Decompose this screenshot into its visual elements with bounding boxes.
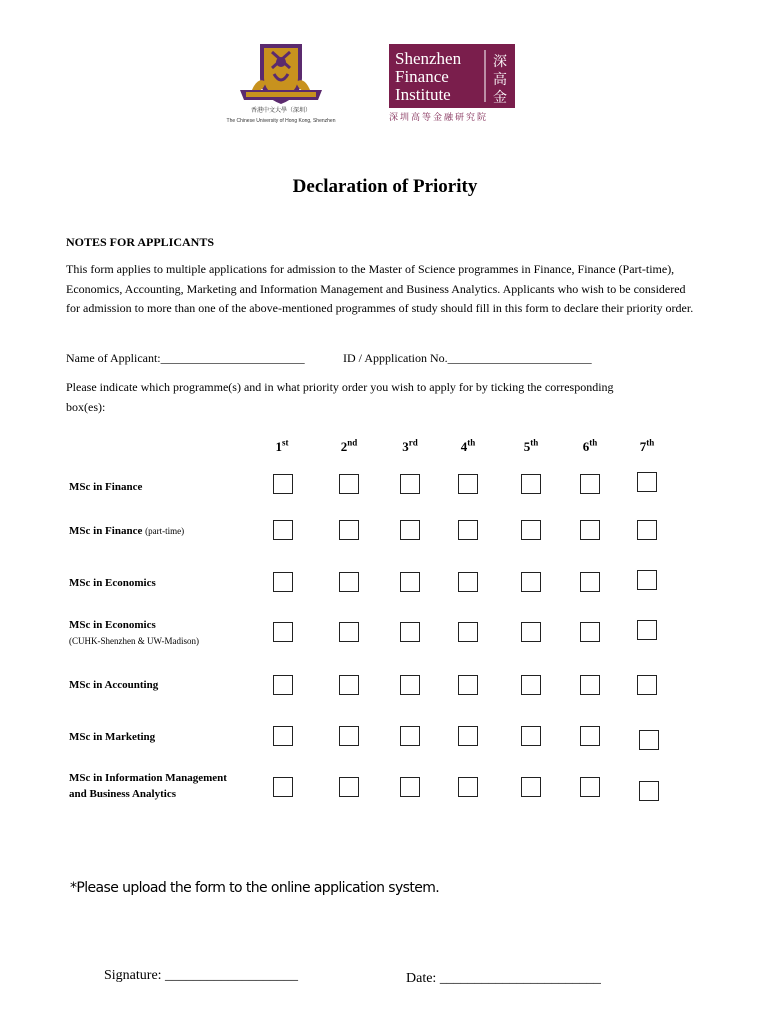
priority-checkbox-row2-rank3[interactable] xyxy=(400,520,420,540)
upload-note: *Please upload the form to the online application system. xyxy=(70,880,440,896)
priority-checkbox-row1-rank1[interactable] xyxy=(273,474,293,494)
priority-checkbox-row3-rank7[interactable] xyxy=(637,570,657,590)
priority-checkbox-row5-rank7[interactable] xyxy=(637,675,657,695)
priority-checkbox-row6-rank6[interactable] xyxy=(580,726,600,746)
priority-checkbox-row4-rank3[interactable] xyxy=(400,622,420,642)
notes-body: This form applies to multiple applications for admission to the Master of Science programmes in Finance, Finance (Part-time), Economics, Accounting, Marketing and Information Management and Business Analytics. Applicants who wish to be considered for admission to more than one of the above-mentioned programmes of study should fill in this form to declare their priority order. xyxy=(66,262,694,315)
priority-checkbox-row2-rank5[interactable] xyxy=(521,520,541,540)
rank-2-header: 2nd xyxy=(340,437,358,454)
cuhk-caption: The Chinese University of Hong Kong, Shenzhen xyxy=(226,118,336,124)
priority-checkbox-row3-rank2[interactable] xyxy=(339,572,359,592)
programme-label-economics: MSc in Economics xyxy=(69,577,156,589)
notes-heading: NOTES FOR APPLICANTS xyxy=(66,235,215,249)
rank-6-header: 6th xyxy=(582,437,598,454)
priority-checkbox-row7-rank3[interactable] xyxy=(400,777,420,797)
priority-checkbox-row3-rank1[interactable] xyxy=(273,572,293,592)
rank-4-header: 4th xyxy=(460,437,476,454)
priority-checkbox-row1-rank2[interactable] xyxy=(339,474,359,494)
priority-checkbox-row3-rank6[interactable] xyxy=(580,572,600,592)
svg-text:金: 金 xyxy=(493,90,507,106)
priority-checkbox-row3-rank3[interactable] xyxy=(400,572,420,592)
priority-checkbox-row2-rank1[interactable] xyxy=(273,520,293,540)
priority-checkbox-row2-rank7[interactable] xyxy=(637,520,657,540)
priority-checkbox-row6-rank1[interactable] xyxy=(273,726,293,746)
priority-checkbox-row6-rank2[interactable] xyxy=(339,726,359,746)
svg-text:香港中文大學（深圳）: 香港中文大學（深圳） xyxy=(250,107,312,114)
svg-text:深: 深 xyxy=(493,54,507,70)
priority-checkbox-row1-rank7[interactable] xyxy=(637,472,657,492)
date-field[interactable]: Date: _______________________ xyxy=(406,971,601,986)
priority-checkbox-row5-rank6[interactable] xyxy=(580,675,600,695)
priority-checkbox-row6-rank7[interactable] xyxy=(639,730,659,750)
priority-checkbox-row6-rank3[interactable] xyxy=(400,726,420,746)
programme-label-marketing: MSc in Marketing xyxy=(69,731,156,743)
priority-checkbox-row4-rank4[interactable] xyxy=(458,622,478,642)
priority-checkbox-row4-rank6[interactable] xyxy=(580,622,600,642)
priority-checkbox-row4-rank7[interactable] xyxy=(637,620,657,640)
rank-3-header: 3rd xyxy=(402,437,418,454)
priority-checkbox-row6-rank5[interactable] xyxy=(521,726,541,746)
rank-5-header: 5th xyxy=(523,437,539,454)
priority-checkbox-row1-rank5[interactable] xyxy=(521,474,541,494)
priority-checkbox-row3-rank4[interactable] xyxy=(458,572,478,592)
priority-checkbox-row7-rank4[interactable] xyxy=(458,777,478,797)
application-id-field[interactable]: ID / Appplication No.________________________ xyxy=(343,351,592,365)
priority-checkbox-row4-rank5[interactable] xyxy=(521,622,541,642)
sfi-line-2: Finance xyxy=(395,67,449,86)
priority-checkbox-row2-rank2[interactable] xyxy=(339,520,359,540)
priority-checkbox-row2-rank4[interactable] xyxy=(458,520,478,540)
priority-checkbox-row1-rank4[interactable] xyxy=(458,474,478,494)
priority-checkbox-row4-rank2[interactable] xyxy=(339,622,359,642)
priority-checkbox-row7-rank6[interactable] xyxy=(580,777,600,797)
sfi-line-3: Institute xyxy=(395,85,451,104)
form-title: Declaration of Priority xyxy=(292,176,478,197)
programme-label-information-management: MSc in Information Management and Business Analytics xyxy=(69,772,227,800)
svg-text:高: 高 xyxy=(493,72,507,88)
programme-label-finance-part-time: MSc in Finance (part-time) xyxy=(69,525,185,537)
priority-checkbox-row5-rank3[interactable] xyxy=(400,675,420,695)
priority-checkbox-row5-rank4[interactable] xyxy=(458,675,478,695)
signature-field[interactable]: Signature: ___________________ xyxy=(104,968,299,983)
priority-checkbox-row4-rank1[interactable] xyxy=(273,622,293,642)
priority-checkbox-row7-rank7[interactable] xyxy=(639,781,659,801)
priority-checkbox-row7-rank1[interactable] xyxy=(273,777,293,797)
cuhk-shenzhen-logo xyxy=(222,38,340,126)
priority-checkbox-row5-rank5[interactable] xyxy=(521,675,541,695)
priority-checkbox-row7-rank5[interactable] xyxy=(521,777,541,797)
programme-label-economics-joint: MSc in Economics (CUHK-Shenzhen & UW-Madison) xyxy=(69,619,199,646)
sfi-line-1: Shenzhen xyxy=(395,49,462,68)
programme-label-accounting: MSc in Accounting xyxy=(69,679,159,691)
sfi-logo xyxy=(389,44,515,108)
instruction-text: Please indicate which programme(s) and in what priority order you wish to apply for by ticking the corresponding box(es): xyxy=(66,380,614,414)
priority-checkbox-row1-rank3[interactable] xyxy=(400,474,420,494)
priority-checkbox-row5-rank1[interactable] xyxy=(273,675,293,695)
rank-7-header: 7th xyxy=(639,437,655,454)
priority-checkbox-row3-rank5[interactable] xyxy=(521,572,541,592)
programme-label-finance: MSc in Finance xyxy=(69,481,143,493)
applicant-name-field[interactable]: Name of Applicant:________________________ xyxy=(66,351,305,365)
priority-checkbox-row6-rank4[interactable] xyxy=(458,726,478,746)
priority-checkbox-row7-rank2[interactable] xyxy=(339,777,359,797)
priority-checkbox-row1-rank6[interactable] xyxy=(580,474,600,494)
priority-checkbox-row2-rank6[interactable] xyxy=(580,520,600,540)
sfi-chinese-caption: 深圳高等金融研究院 xyxy=(389,113,489,123)
rank-1-header: 1st xyxy=(275,437,289,454)
priority-checkbox-row5-rank2[interactable] xyxy=(339,675,359,695)
